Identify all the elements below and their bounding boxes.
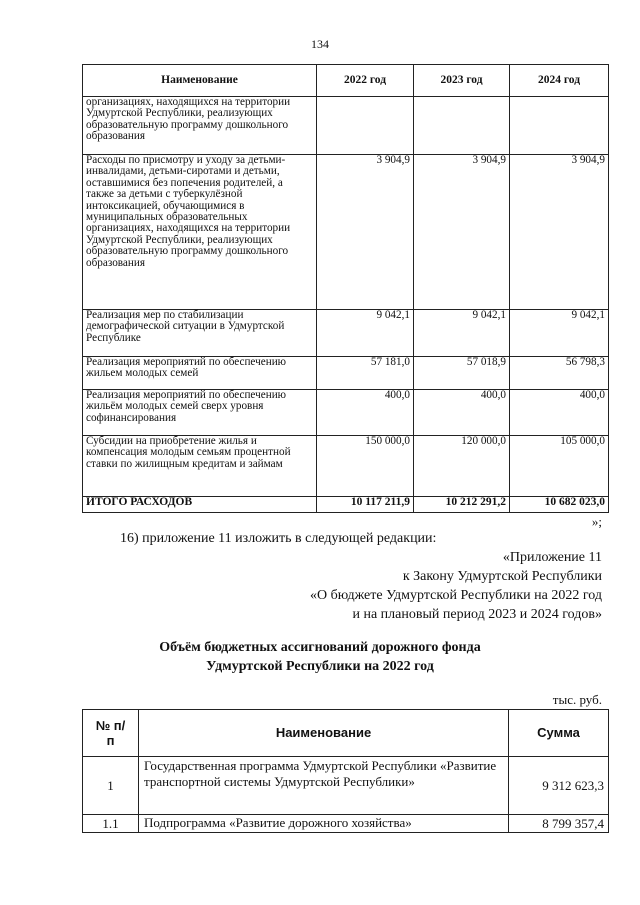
header-name: Наименование bbox=[83, 65, 317, 97]
row-2024: 9 042,1 bbox=[510, 310, 609, 357]
row-2024 bbox=[510, 97, 609, 155]
table-row bbox=[83, 436, 609, 497]
title-line: Объём бюджетных ассигнований дорожного фонда bbox=[159, 640, 481, 655]
appendix-line: к Закону Удмуртской Республики bbox=[402, 569, 602, 584]
table-header-row bbox=[83, 710, 609, 757]
row-2022: 150 000,0 bbox=[317, 436, 414, 497]
header-num: № п/п bbox=[83, 710, 139, 757]
table-row bbox=[83, 97, 609, 155]
table-row bbox=[83, 757, 609, 815]
closing-quote: »; bbox=[591, 514, 602, 529]
table-row bbox=[83, 310, 609, 357]
table-row bbox=[83, 357, 609, 390]
row-2023: 400,0 bbox=[414, 390, 510, 436]
appendix-line: «Приложение 11 bbox=[502, 550, 602, 565]
appendix-line: и на плановый период 2023 и 2024 годов» bbox=[352, 607, 602, 622]
total-row bbox=[83, 497, 609, 513]
table-row bbox=[83, 815, 609, 833]
expense-table bbox=[82, 64, 609, 513]
appendix-header bbox=[82, 548, 602, 624]
row-2022: 3 904,9 bbox=[317, 155, 414, 310]
row-2023 bbox=[414, 97, 510, 155]
row-sum: 9 312 623,3 bbox=[509, 757, 609, 815]
header-name: Наименование bbox=[139, 710, 509, 757]
row-2023: 120 000,0 bbox=[414, 436, 510, 497]
total-2024: 10 682 023,0 bbox=[510, 497, 609, 513]
row-name: Субсидии на приобретение жилья и компенсация молодым семьям процентной ставки по жилищным кредитам и займам bbox=[83, 436, 317, 497]
row-2022 bbox=[317, 97, 414, 155]
row-2022: 400,0 bbox=[317, 390, 414, 436]
row-2024: 56 798,3 bbox=[510, 357, 609, 390]
row-name: Подпрограмма «Развитие дорожного хозяйства» bbox=[139, 815, 509, 833]
title-line: Удмуртской Республики на 2022 год bbox=[206, 659, 434, 674]
row-name: Реализация мероприятий по обеспечению жильем молодых семей bbox=[83, 357, 317, 390]
total-2023: 10 212 291,2 bbox=[414, 497, 510, 513]
table-header-row bbox=[83, 65, 609, 97]
header-sum: Сумма bbox=[509, 710, 609, 757]
total-label: ИТОГО РАСХОДОВ bbox=[83, 497, 317, 513]
document-title bbox=[0, 638, 640, 676]
row-2024: 400,0 bbox=[510, 390, 609, 436]
appendix-line: «О бюджете Удмуртской Республики на 2022 год bbox=[309, 588, 602, 603]
table-row bbox=[83, 155, 609, 310]
row-name: Расходы по присмотру и уходу за детьми-инвалидами, детьми-сиротами и детьми, оставшимися без попечения родителей, а также за детьми с туберкулёзной интоксикацией, обучающимися в муниципальных образовательных организациях, находящихся на территории Удмуртской Республики, реализующих образовательную программу дошкольного образования bbox=[83, 155, 317, 310]
row-2024: 105 000,0 bbox=[510, 436, 609, 497]
header-2022: 2022 год bbox=[317, 65, 414, 97]
amendment-instruction: 16) приложение 11 изложить в следующей редакции: bbox=[120, 531, 437, 546]
row-2023: 9 042,1 bbox=[414, 310, 510, 357]
row-name: Государственная программа Удмуртской Республики «Развитие транспортной системы Удмуртской Республики» bbox=[139, 757, 509, 815]
total-2022: 10 117 211,9 bbox=[317, 497, 414, 513]
road-fund-table bbox=[82, 709, 609, 833]
page-number: 134 bbox=[311, 37, 329, 51]
row-2023: 3 904,9 bbox=[414, 155, 510, 310]
row-2024: 3 904,9 bbox=[510, 155, 609, 310]
row-num: 1.1 bbox=[83, 815, 139, 833]
units-label: тыс. руб. bbox=[552, 692, 602, 707]
row-num: 1 bbox=[83, 757, 139, 815]
header-2023: 2023 год bbox=[414, 65, 510, 97]
row-name: Реализация мероприятий по обеспечению жильём молодых семей сверх уровня софинансирования bbox=[83, 390, 317, 436]
row-2023: 57 018,9 bbox=[414, 357, 510, 390]
header-2024: 2024 год bbox=[510, 65, 609, 97]
row-sum: 8 799 357,4 bbox=[509, 815, 609, 833]
row-2022: 9 042,1 bbox=[317, 310, 414, 357]
row-2022: 57 181,0 bbox=[317, 357, 414, 390]
row-name: организациях, находящихся на территории Удмуртской Республики, реализующих образовательную программу дошкольного образования bbox=[83, 97, 317, 155]
row-name: Реализация мер по стабилизации демографической ситуации в Удмуртской Республике bbox=[83, 310, 317, 357]
table-row bbox=[83, 390, 609, 436]
